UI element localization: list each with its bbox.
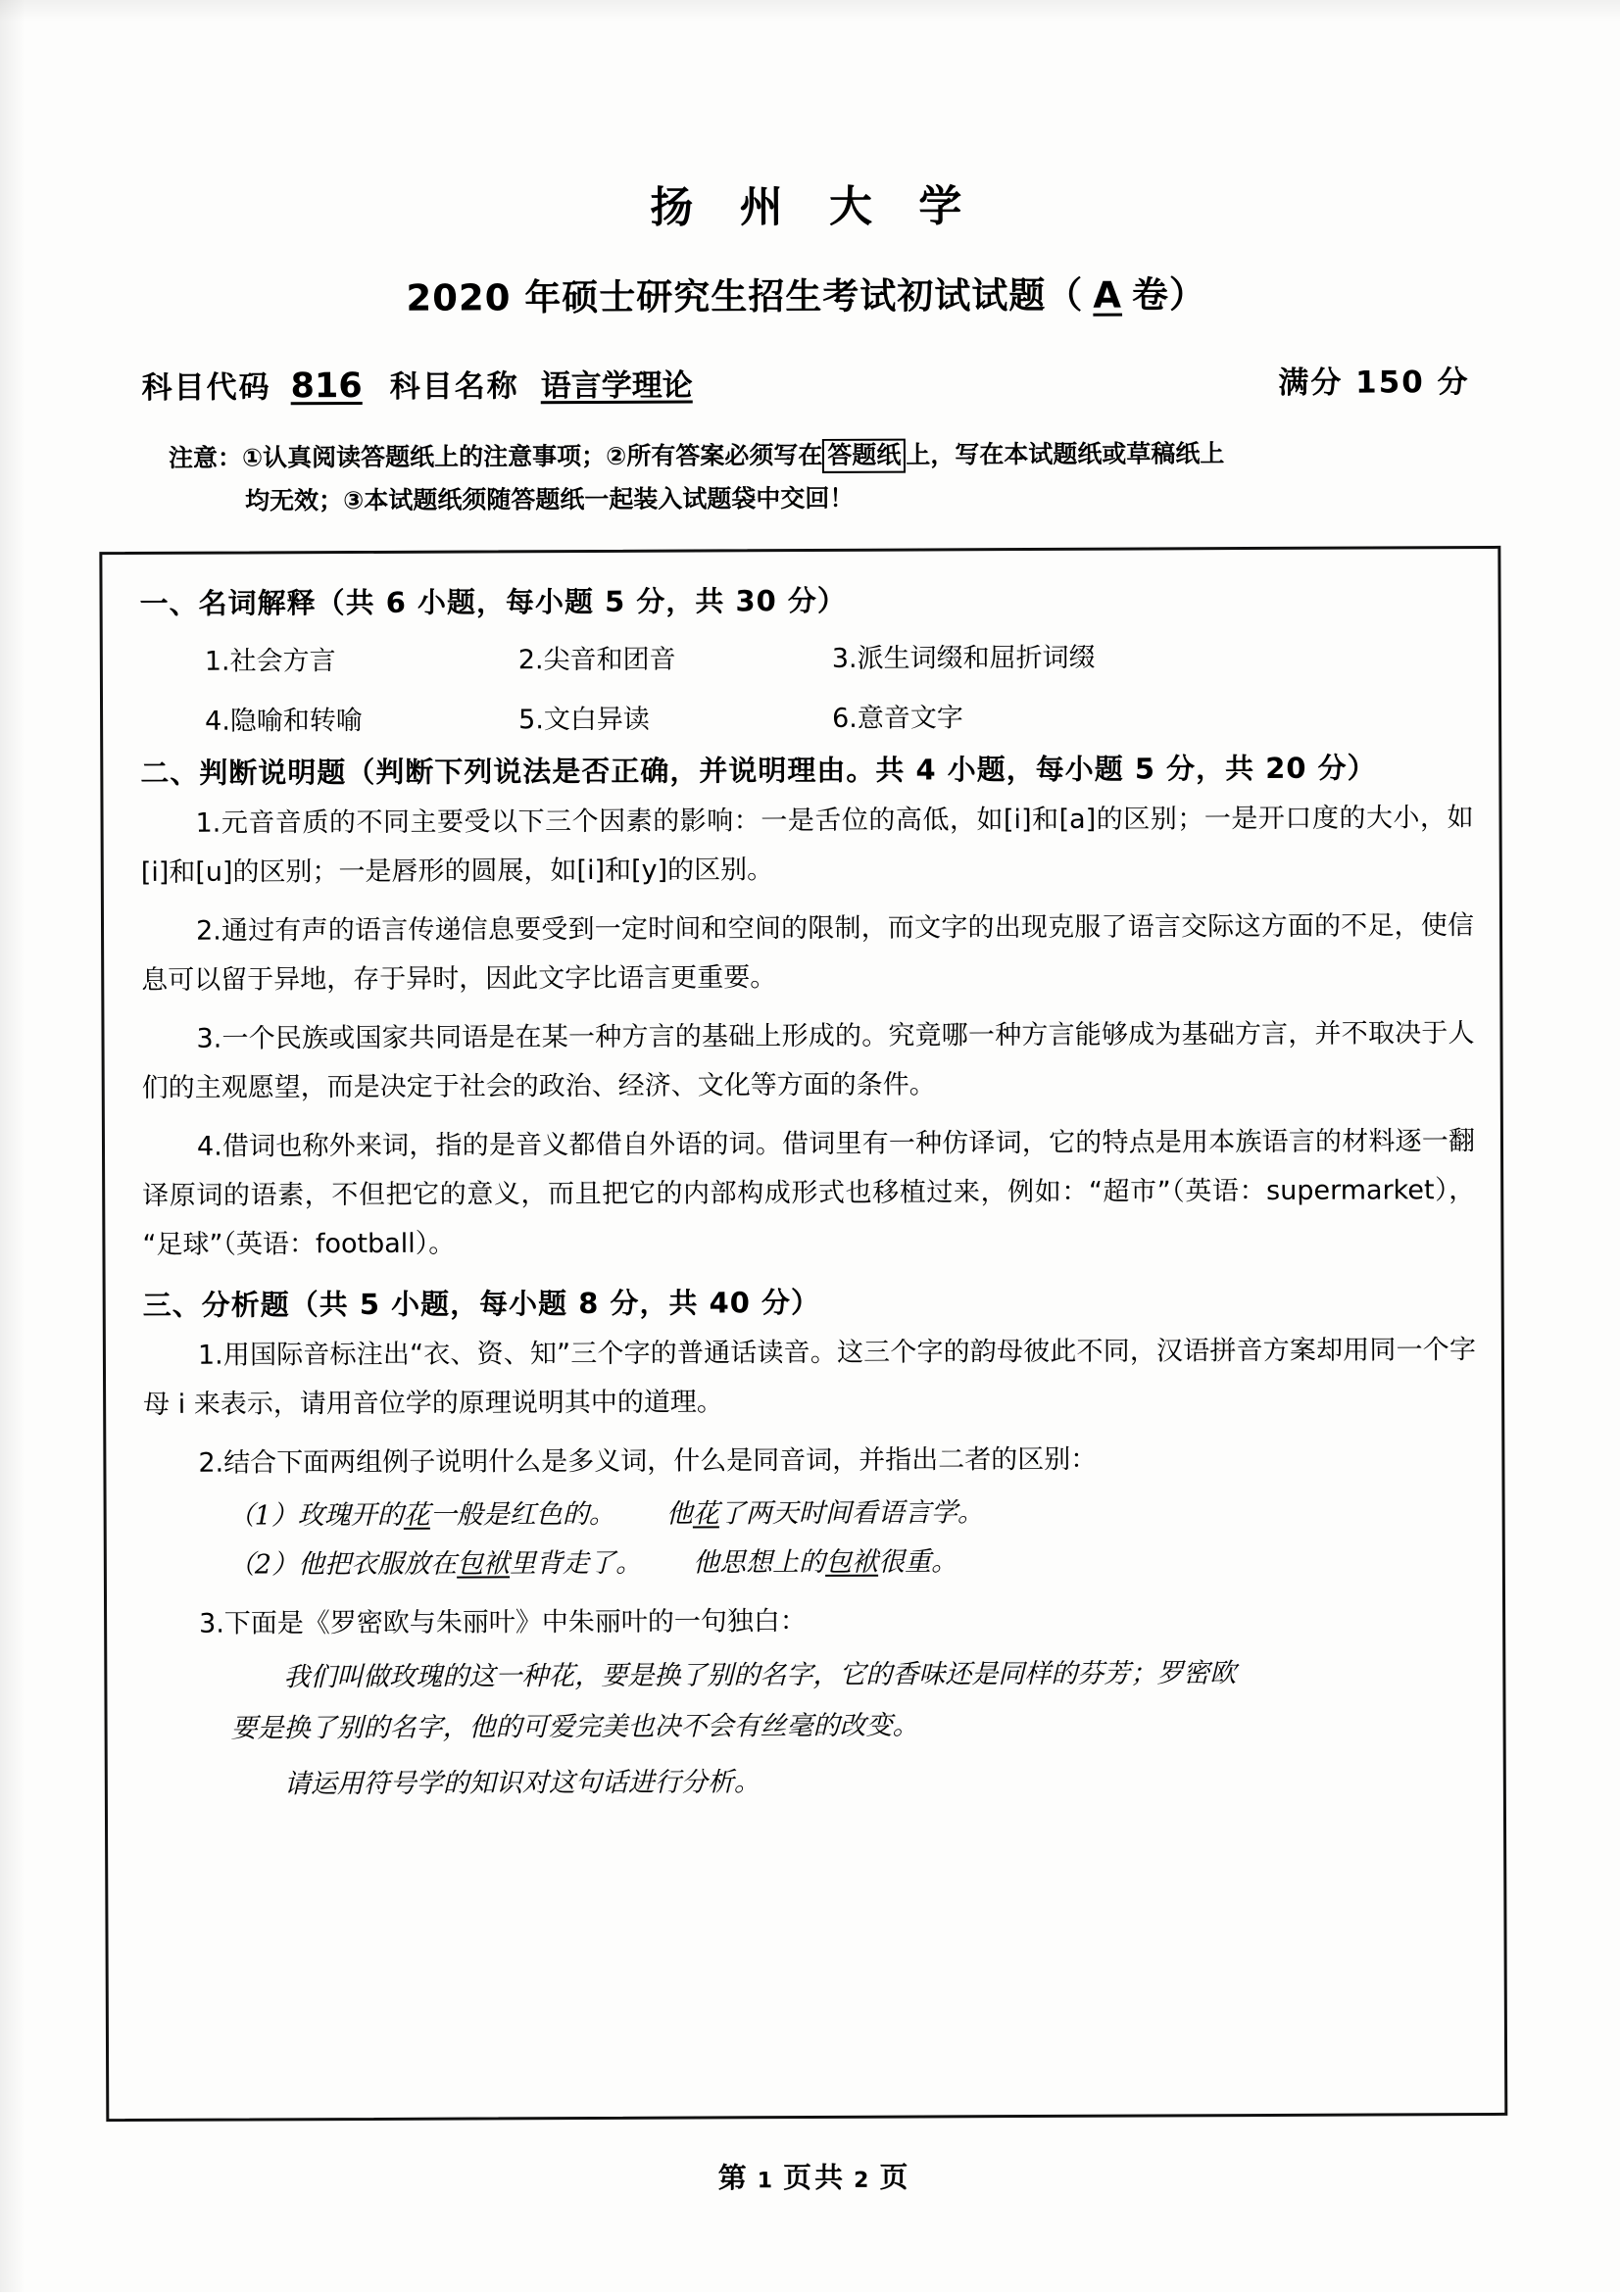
footer-prefix: 第 (717, 2161, 750, 2195)
term-item: 2.尖音和团音 (517, 644, 676, 676)
term-item: 4.隐喻和转喻 (205, 705, 363, 737)
section-3-question-3: 3.下面是《罗密欧与朱丽叶》中朱丽叶的一句独白： (199, 1606, 807, 1639)
exam-body-border (99, 546, 1507, 2122)
section-1-heading: 一、名词解释（共 6 小题，每小题 5 分，共 30 分） (139, 583, 847, 620)
example-a-pre: 他把衣服放在 (297, 1548, 458, 1581)
example-b-pre: 他 (665, 1498, 693, 1530)
exam-title-suffix: 卷） (1131, 273, 1207, 317)
romeo-juliet-quote-line-1: 我们叫做玫瑰的这一种花，要是换了别的名字，它的香味还是同样的芬芳；罗密欧 (283, 1658, 1237, 1693)
page-footer (5, 2152, 1620, 2199)
example-a-pre: 玫瑰开的 (297, 1499, 404, 1532)
university-name: 扬 州 大 学 (650, 181, 978, 233)
example-a-post: 里背走了。 (509, 1547, 643, 1580)
section-2-question-3: 3.一个民族或国家共同语是在某一种方言的基础上形成的。究竟哪一种方言能够成为基础方言，并不取决于人们的主观愿望，而是决定于社会的政治、经济、文化等方面的条件。 (141, 1018, 1475, 1103)
section-3-heading: 三、分析题（共 5 小题，每小题 8 分，共 40 分） (142, 1285, 821, 1322)
section-2-heading: 二、判断说明题（判断下列说法是否正确，并说明理由。共 4 小题，每小题 5 分，共 20 分） (140, 751, 1377, 790)
section-2-question-2: 2.通过有声的语言传递信息要受到一定时间和空间的限制，而文字的出现克服了语言交际这方面的不足，使信息可以留于异地，存于异时，因此文字比语言更重要。 (141, 910, 1475, 996)
term-item: 6.意音文字 (832, 703, 963, 734)
footer-current-page: 1 (757, 2169, 776, 2194)
example-b-post: 很重。 (877, 1546, 958, 1578)
example-group-2 (228, 1536, 1477, 1590)
notice-line-2: 均无效；③本试题纸须随答题纸一起装入试题袋中交回！ (245, 483, 855, 515)
section-3-question-3-request: 请运用符号学的知识对这句话进行分析。 (283, 1767, 761, 1800)
section-2-question-4: 4.借词也称外来词，指的是音义都借自外语的词。借词里有一种仿译词，它的特点是用本族语言的材料逐一翻译原词的语素，不但把它的意义，而且把它的内部构成形式也移植过来，例如：“超市”（英语：supermarket），“足球”（英语：football）。 (142, 1126, 1476, 1260)
notice-item-1: ①认真阅读答题纸上的注意事项；②所有答案必须写在 (241, 440, 823, 472)
notice-boxed-term: 答题纸 (822, 439, 906, 473)
example-b-keyword: 包袱 (824, 1546, 879, 1578)
subject-code-label: 科目代码 (141, 369, 271, 406)
footer-middle: 页共 (783, 2160, 847, 2195)
subject-name-value: 语言学理论 (540, 367, 693, 405)
exam-title (0, 263, 1616, 322)
subject-info-row (142, 357, 1470, 407)
footer-suffix: 页 (879, 2160, 911, 2194)
section-1-term-list (205, 634, 1473, 738)
example-a-post: 一般是红色的。 (429, 1498, 615, 1531)
example-group-1 (228, 1487, 1477, 1541)
romeo-juliet-quote-line-2: 要是换了别的名字，他的可爱完美也决不会有丝毫的改变。 (230, 1710, 919, 1744)
term-item: 5.文白异读 (518, 704, 650, 736)
section-3-question-1: 1.用国际音标注出“衣、资、知”三个字的普通话读音。这三个字的韵母彼此不同，汉语拼音方案却用同一个字母 i 来表示，请用音位学的原理说明其中的道理。 (143, 1335, 1476, 1420)
subject-code-value: 816 (290, 366, 363, 407)
term-item: 3.派生词缀和屈折词缀 (831, 642, 1096, 674)
full-mark: 满分 150 分 (1278, 365, 1470, 401)
term-item: 1.社会方言 (204, 646, 336, 677)
example-label: （1） (227, 1500, 298, 1532)
example-a-keyword: 花 (403, 1499, 430, 1531)
exam-title-prefix: 2020 年硕士研究生招生考试初试试题（ (406, 273, 1084, 319)
notice-block (169, 431, 1499, 523)
example-label: （2） (227, 1549, 299, 1581)
example-b-post: 了两天时间看语言学。 (718, 1497, 984, 1530)
exam-content (139, 574, 1477, 1810)
example-a-keyword: 包袱 (456, 1548, 511, 1580)
notice-line-1 (169, 431, 1499, 480)
section-3-question-2: 2.结合下面两组例子说明什么是多义词，什么是同音词，并指出二者的区别： (198, 1443, 1098, 1479)
notice-item-1-tail: 上，写在本试题纸或草稿纸上 (906, 439, 1225, 469)
notice-label: 注意： (168, 443, 243, 472)
example-b-pre: 他思想上的 (692, 1546, 826, 1579)
footer-total-pages: 2 (854, 2168, 872, 2193)
example-b-keyword: 花 (692, 1498, 719, 1530)
paper-code: A (1093, 273, 1123, 317)
subject-name-label: 科目名称 (389, 368, 519, 405)
section-2-question-1: 1.元音音质的不同主要受以下三个因素的影响：一是舌位的高低，如[i]和[a]的区别；一是开口度的大小，如[i]和[u]的区别；一是唇形的圆展，如[i]和[y]的区别。 (140, 803, 1474, 888)
